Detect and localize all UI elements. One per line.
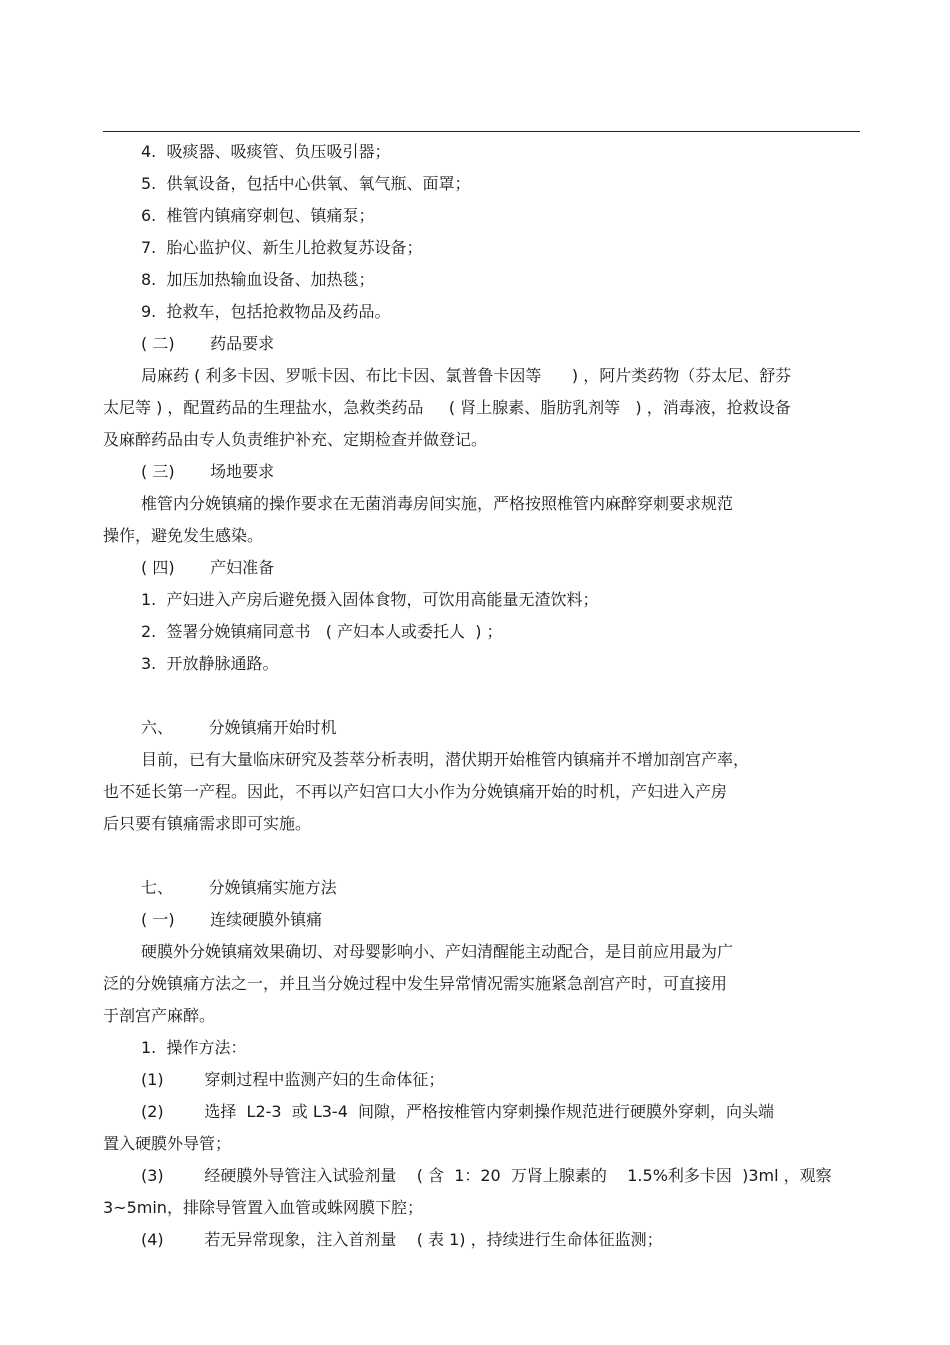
subheading-patient-preparation: ( 四) 产妇准备	[141, 558, 275, 577]
header-rule	[103, 131, 860, 132]
equipment-item-4: 4. 吸痰器、吸痰管、负压吸引器；	[141, 142, 391, 161]
paragraph-line: 操作，避免发生感染。	[103, 526, 264, 545]
paragraph-line: 后只要有镇痛需求即可实施。	[103, 814, 312, 833]
section-heading-6: 六、 分娩镇痛开始时机	[141, 718, 337, 737]
paragraph-line: 太尼等 ) ，配置药品的生理盐水，急救类药品 ( 肾上腺素、脂肪乳剂等 ) ，消毒液，抢救设备	[103, 398, 791, 417]
paragraph-line: 硬膜外分娩镇痛效果确切、对母婴影响小、产妇清醒能主动配合，是目前应用最为广	[141, 942, 734, 961]
prep-item-2: 2. 签署分娩镇痛同意书 ( 产妇本人或委托人 ) ；	[141, 622, 503, 641]
step-3: (3) 经硬膜外导管注入试验剂量 ( 含 1：20 万肾上腺素的 1.5%利多卡因 )3ml ，观察	[141, 1166, 832, 1185]
equipment-item-9: 9. 抢救车，包括抢救物品及药品。	[141, 302, 391, 321]
paragraph-line: 局麻药 ( 利多卡因、罗哌卡因、布比卡因、氯普鲁卡因等 ) ，阿片类药物（芬太尼、舒芬	[141, 366, 792, 385]
step-2-continued: 置入硬膜外导管；	[103, 1134, 232, 1153]
step-4: (4) 若无异常现象，注入首剂量 ( 表 1) ，持续进行生命体征监测；	[141, 1230, 663, 1249]
subheading-drug-requirements: ( 二) 药品要求	[141, 334, 275, 353]
prep-item-3: 3. 开放静脉通路。	[141, 654, 279, 673]
subheading-procedure: 1. 操作方法：	[141, 1038, 247, 1057]
subheading-epidural: ( 一) 连续硬膜外镇痛	[141, 910, 323, 929]
section-heading-7: 七、 分娩镇痛实施方法	[141, 878, 337, 897]
step-3-continued: 3~5min，排除导管置入血管或蛛网膜下腔；	[103, 1198, 423, 1217]
equipment-item-5: 5. 供氧设备，包括中心供氧、氧气瓶、面罩；	[141, 174, 471, 193]
paragraph-line: 泛的分娩镇痛方法之一，并且当分娩过程中发生异常情况需实施紧急剖宫产时，可直接用	[103, 974, 728, 993]
step-2: (2) 选择 L2-3 或 L3-4 间隙，严格按椎管内穿刺操作规范进行硬膜外穿刺，向头端	[141, 1102, 775, 1121]
step-1: (1) 穿刺过程中监测产妇的生命体征；	[141, 1070, 445, 1089]
paragraph-line: 目前，已有大量临床研究及荟萃分析表明，潜伏期开始椎管内镇痛并不增加剖宫产率，	[141, 750, 750, 769]
equipment-item-6: 6. 椎管内镇痛穿刺包、镇痛泵；	[141, 206, 375, 225]
paragraph-line: 及麻醉药品由专人负责维护补充、定期检查并做登记。	[103, 430, 488, 449]
equipment-item-8: 8. 加压加热输血设备、加热毯；	[141, 270, 375, 289]
subheading-site-requirements: ( 三) 场地要求	[141, 462, 275, 481]
equipment-item-7: 7. 胎心监护仪、新生儿抢救复苏设备；	[141, 238, 423, 257]
prep-item-1: 1. 产妇进入产房后避免摄入固体食物，可饮用高能量无渣饮料；	[141, 590, 599, 609]
paragraph-line: 椎管内分娩镇痛的操作要求在无菌消毒房间实施，严格按照椎管内麻醉穿刺要求规范	[141, 494, 734, 513]
paragraph-line: 于剖宫产麻醉。	[103, 1006, 216, 1025]
paragraph-line: 也不延长第一产程。因此，不再以产妇宫口大小作为分娩镇痛开始的时机，产妇进入产房	[103, 782, 728, 801]
